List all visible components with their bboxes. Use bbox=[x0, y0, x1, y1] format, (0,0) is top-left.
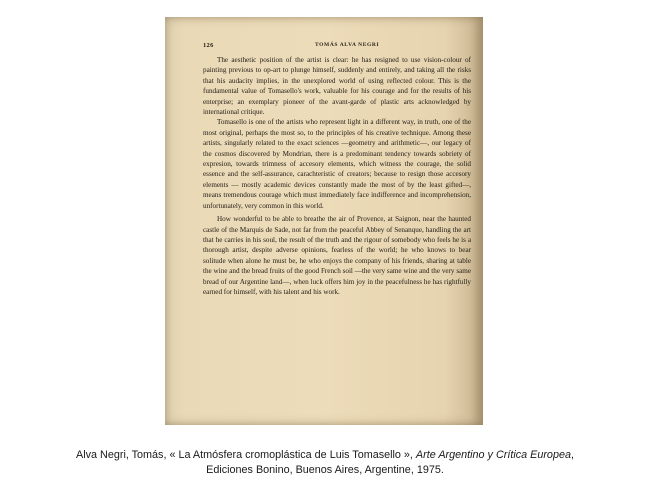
body-text bbox=[203, 55, 471, 297]
caption-line-1 bbox=[0, 448, 650, 463]
running-head: TOMÁS ALVA NEGRI bbox=[315, 42, 380, 48]
paragraph-1: The aesthetic position of the artist is clear: he has resigned to use vision-colour of painting previous to op-art to plunge himself, suddenly and entirely, and taking all the risks that his audacity implies, in the unexplored world of using reflected colour. This is the fundamental value of Tomasello's work, valuable for his courage and for the results of his enterprise; an exemplary pioneer of the avant-garde of plastic arts acknowledged by international critique. bbox=[203, 56, 471, 117]
paragraph-3: How wonderful to be able to breathe the air of Provence, at Saignon, near the haunted castle of the Marquis de Sade, not far from the peaceful Abbey of Senanque, handling the art that he carries in his soul, the result of the truth and the rigour of somebody who feels he is a thorough artist, despite adverse opinions, fearless of the world; he who knows to bear solitude when alone he must be, he who enjoys the company of his friends, sharing at table the wine and the bread fruits of the good French soil —the very same wine and the very same bread of our Argentine land—, when luck offers him joy in the peacefulness he has rightfully earned for himself, with his talent and his work. bbox=[203, 215, 471, 296]
paragraph-2: Tomasello is one of the artists who represent light in a different way, in truth, one of the most original, perhaps the most so, to the principles of his creative technique. Among these artists, singularly related to the exact sciences —geometry and arithmetic—, our legacy of the cosmos discovered by Mondrian, there is a predominant tendency towards sobriety of expresion, towards trimness of accesory elements, which witness the courage, the solid essence and the self-assurance, carachteristic of creators; because to resign those accesory elements — mostly academic devices constantly made the most of by the least gifted—, means tremendous courage which must immediately face indifference and incomprehension, unfortunately, very common in this world. bbox=[203, 118, 471, 210]
page-number: 126 bbox=[203, 42, 214, 49]
page-header bbox=[203, 42, 471, 52]
citation-caption bbox=[0, 448, 650, 478]
caption-book-title: Arte Argentino y Crítica Europea bbox=[415, 449, 571, 461]
scanned-book-page bbox=[165, 17, 483, 425]
caption-punct: , bbox=[570, 449, 574, 461]
caption-author-article: Alva Negri, Tomás, « La Atmósfera cromoplástica de Luis Tomasello », bbox=[76, 449, 416, 461]
caption-line-2: Ediciones Bonino, Buenos Aires, Argentine, 1975. bbox=[206, 464, 444, 476]
